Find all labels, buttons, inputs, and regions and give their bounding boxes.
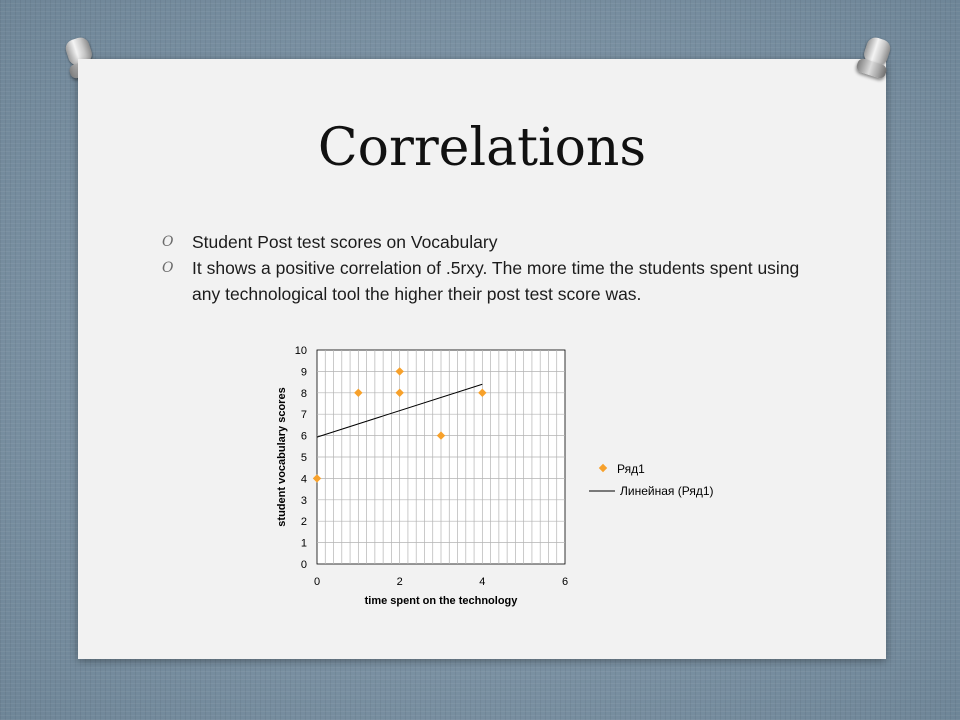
bullet-text: Student Post test scores on Vocabulary <box>192 232 498 252</box>
y-tick-label: 1 <box>300 537 307 550</box>
x-tick-label: 2 <box>396 576 403 588</box>
y-tick-label: 3 <box>300 494 307 507</box>
x-axis-label: time spent on the technology <box>364 595 518 607</box>
bullet-marker: O <box>162 234 174 250</box>
legend-marker-icon <box>599 464 607 472</box>
legend-series-label: Ряд1 <box>617 462 645 476</box>
legend-trendline-label: Линейная (Ряд1) <box>620 484 714 498</box>
y-tick-label: 4 <box>300 473 307 486</box>
legend <box>589 462 714 498</box>
slide-title: Correlations <box>317 118 647 178</box>
y-tick-label: 10 <box>294 345 307 357</box>
x-tick-label: 0 <box>313 576 321 588</box>
y-tick-label: 7 <box>300 409 307 422</box>
x-tick-label: 4 <box>479 576 486 588</box>
y-tick-label: 0 <box>300 559 307 571</box>
x-tick-label: 6 <box>561 576 569 588</box>
y-tick-label: 2 <box>300 516 307 529</box>
y-axis-label: student vocabulary scores <box>276 387 288 527</box>
y-tick-label: 9 <box>300 366 307 379</box>
bullet-marker: O <box>162 260 174 276</box>
bullet-text: It shows a positive correlation of .5rxy. The more time the students spent using any technological tool the higher their post test score was. <box>192 258 800 304</box>
y-tick-label: 8 <box>300 387 307 400</box>
y-tick-label: 5 <box>300 452 307 464</box>
y-tick-label: 6 <box>300 430 307 443</box>
